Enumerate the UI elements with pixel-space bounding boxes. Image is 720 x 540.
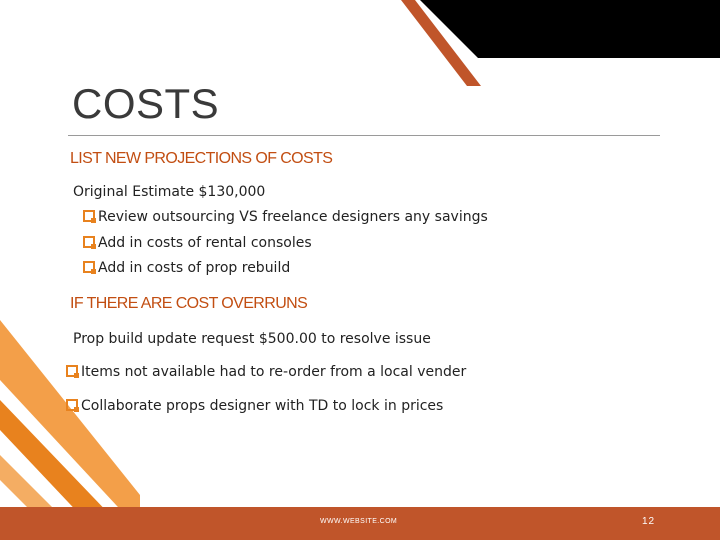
q-bullet-icon bbox=[83, 261, 96, 274]
footer-website[interactable]: WWW.WEBSITE.COM bbox=[320, 518, 398, 525]
section1-bullet-text: Review outsourcing VS freelance designers any savings bbox=[98, 209, 488, 225]
section2-bullet bbox=[66, 364, 466, 380]
section1-bullet-text: Add in costs of prop rebuild bbox=[98, 260, 291, 276]
slide-title: COSTS bbox=[72, 80, 220, 127]
section1-bullet bbox=[83, 209, 488, 225]
section1-intro: Original Estimate $130,000 bbox=[73, 184, 266, 200]
section2-intro: Prop build update request $500.00 to resolve issue bbox=[73, 331, 431, 347]
left-decoration bbox=[0, 320, 140, 520]
top-decoration bbox=[0, 0, 720, 90]
section1-bullet-text: Add in costs of rental consoles bbox=[98, 235, 312, 251]
page-number: 12 bbox=[642, 516, 656, 527]
section2-bullet-text: Items not available had to re-order from a local vender bbox=[81, 364, 467, 380]
section1-heading: LIST NEW PROJECTIONS OF COSTS bbox=[70, 150, 333, 167]
q-bullet-icon bbox=[66, 399, 79, 412]
section2-heading: IF THERE ARE COST OVERRUNS bbox=[70, 295, 308, 312]
section2-bullet bbox=[66, 398, 443, 414]
section2-bullet-text: Collaborate props designer with TD to lock in prices bbox=[81, 398, 444, 414]
section1-bullet bbox=[83, 235, 312, 251]
q-bullet-icon bbox=[66, 365, 79, 378]
footer-bar bbox=[0, 507, 720, 540]
top-black-shape bbox=[420, 0, 720, 58]
q-bullet-icon bbox=[83, 210, 96, 223]
title-divider bbox=[68, 135, 660, 136]
section1-bullet bbox=[83, 260, 290, 276]
q-bullet-icon bbox=[83, 236, 96, 249]
